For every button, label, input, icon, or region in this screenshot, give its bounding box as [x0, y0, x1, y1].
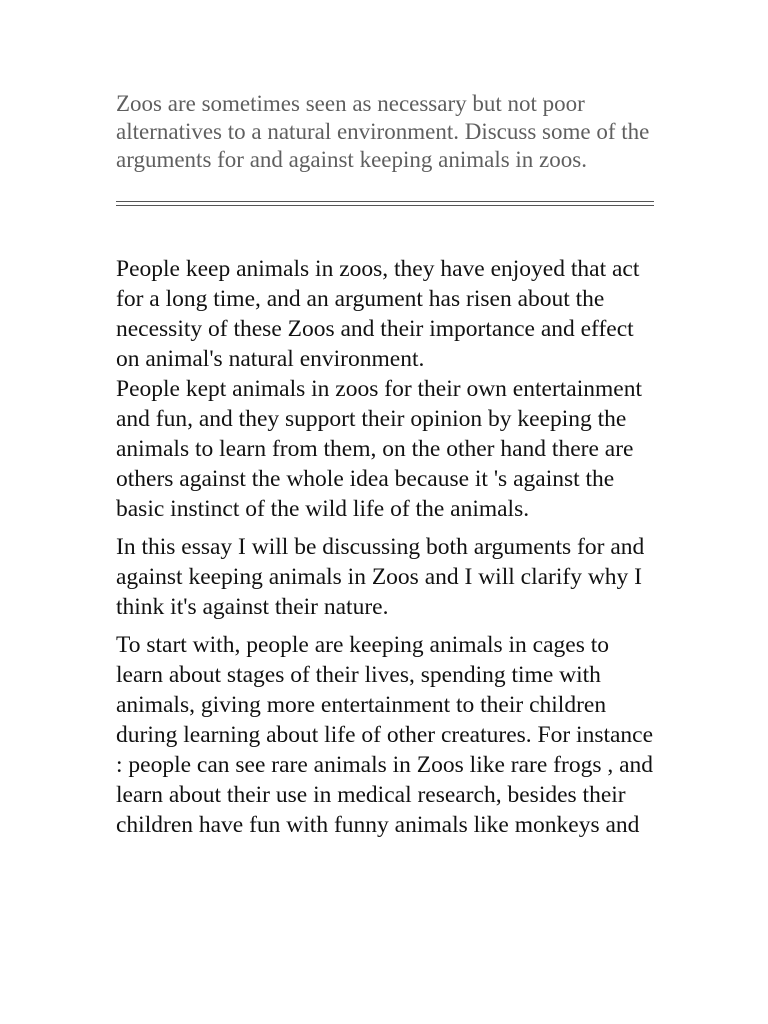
- essay-body: [116, 254, 661, 840]
- essay-paragraph-thesis: In this essay I will be discussing both arguments for and against keeping animals in Zoos and I will clarify why I think it's against their nature.: [116, 534, 645, 620]
- essay-prompt: Zoos are sometimes seen as necessary but not poor alternatives to a natural environment. Discuss some of the arguments for and against keeping animals in zoos.: [116, 91, 650, 172]
- essay-paragraph-arguments-for: To start with, people are keeping animals in cages to learn about stages of their lives, spending time with animals, giving more entertainment to their children during learning about life of other creatures. For instance : people can see rare animals in Zoos like rare frogs , and learn about their use in medical research, besides their children have fun with funny animals like monkeys and: [116, 632, 654, 838]
- prompt-divider-bottom: [116, 205, 654, 206]
- essay-paragraph-positions: People kept animals in zoos for their own entertainment and fun, and they support their opinion by keeping the animals to learn from them, on the other hand there are others against the whole idea because it 's against the basic instinct of the wild life of the animals.: [116, 376, 642, 522]
- essay-paragraph-intro: People keep animals in zoos, they have enjoyed that act for a long time, and an argument has risen about the necessity of these Zoos and their importance and effect on animal's natural environment.: [116, 256, 640, 372]
- prompt-divider-top: [116, 201, 654, 202]
